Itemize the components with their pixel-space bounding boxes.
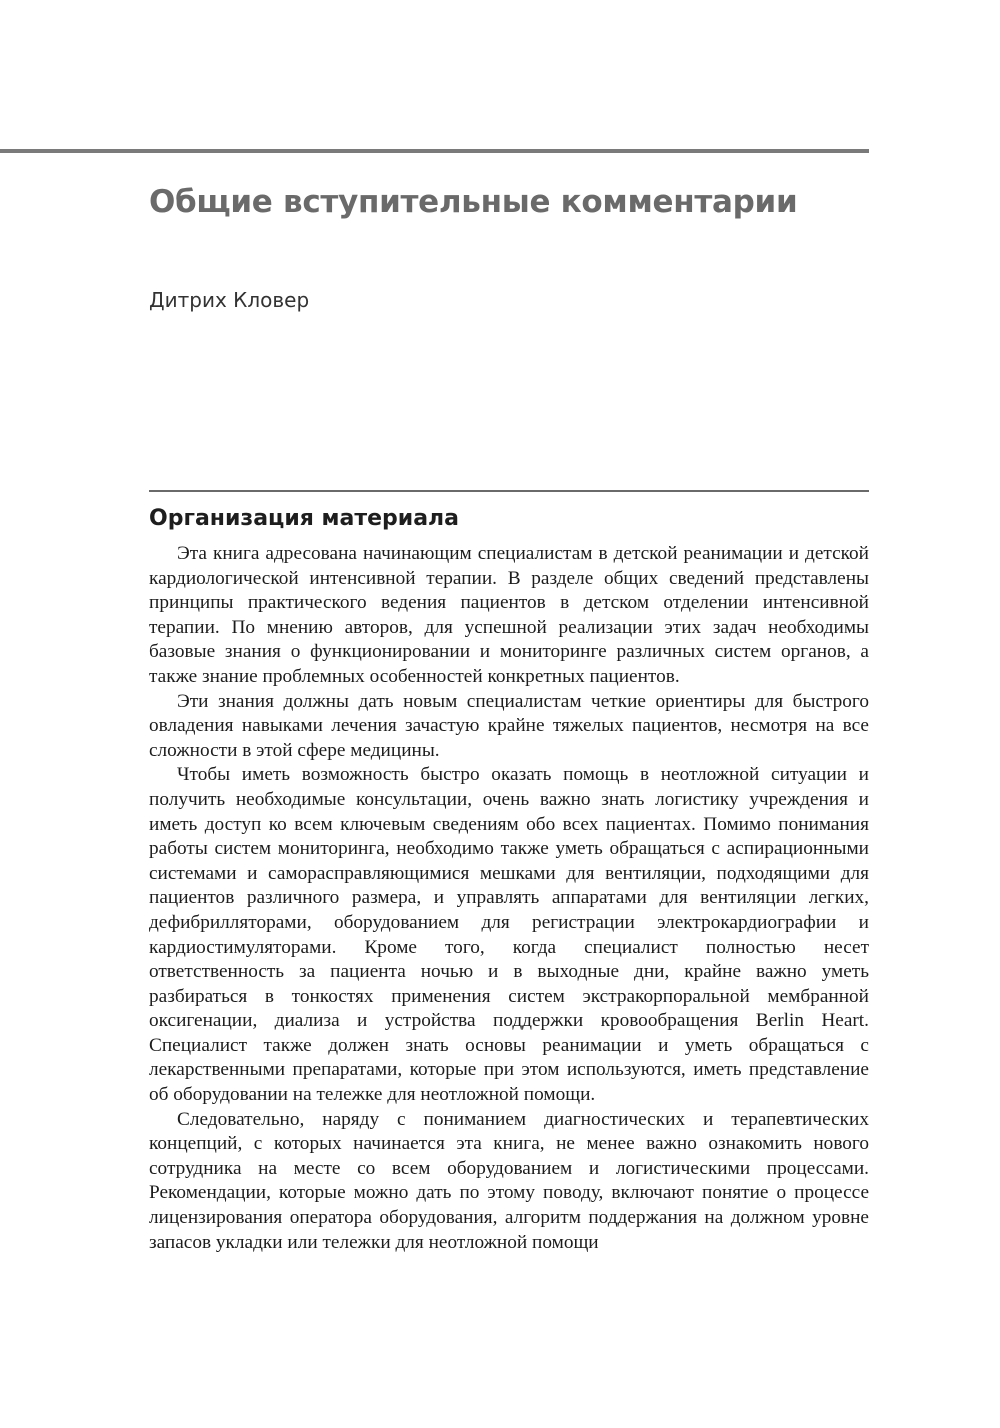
- paragraph-4: Следовательно, наряду с пониманием диагностических и терапевтических концепций, с которых начинается эта книга, не менее важно ознакомить нового сотрудника на месте со всем оборудованием и логистическими процессами. Рекомендации, которые можно дать по этому поводу, включают понятие о процессе лицензирования оператора оборудования, алгоритм поддержания на должном уровне запасов укладки или тележки для неотложной помощи: [149, 1108, 869, 1253]
- chapter-title: Общие вступительные комментарии: [149, 184, 798, 220]
- section-body: [149, 542, 869, 1255]
- chapter-author: Дитрих Кловер: [149, 288, 310, 312]
- paragraph-2: Эти знания должны дать новым специалистам четкие ориентиры для быстрого овладения навыками лечения зачастую крайне тяжелых пациентов, несмотря на все сложности в этой сфере медицины.: [149, 690, 869, 761]
- section-rule: [149, 490, 869, 492]
- paragraph-1: Эта книга адресована начинающим специалистам в детской реанимации и детской кардиологической интенсивной терапии. В разделе общих сведений представлены принципы практического ведения пациентов в детском отделении интенсивной терапии. По мнению авторов, для успешной реализации этих задач необходимы базовые знания о функционировании и мониторинге различных систем органов, а также знание проблемных особенностей конкретных пациентов.: [149, 543, 869, 687]
- section-heading: Организация материала: [149, 506, 460, 531]
- chapter-top-rule: [0, 149, 869, 153]
- paragraph-3: Чтобы иметь возможность быстро оказать помощь в неотложной ситуации и получить необходимые консультации, очень важно знать логистику учреждения и иметь доступ ко всем ключевым сведениям обо всех пациентах. Помимо понимания работы систем мониторинга, необходимо также уметь обращаться с аспирационными системами и саморасправляющимися мешками для вентиляции, подходящими для пациентов различного размера, и управлять аппаратами для вентиляции легких, дефибрилляторами, оборудованием для регистрации электрокардиографии и кардиостимуляторами. Кроме того, когда специалист полностью несет ответственность за пациента ночью и в выходные дни, крайне важно уметь разбираться в тонкостях применения систем экстракорпоральной мембранной оксигенации, диализа и устройства поддержки кровообращения Berlin Heart. Специалист также должен знать основы реанимации и уметь обращаться с лекарственными препаратами, которые при этом используются, иметь представление об оборудовании на тележке для неотложной помощи.: [149, 764, 869, 1106]
